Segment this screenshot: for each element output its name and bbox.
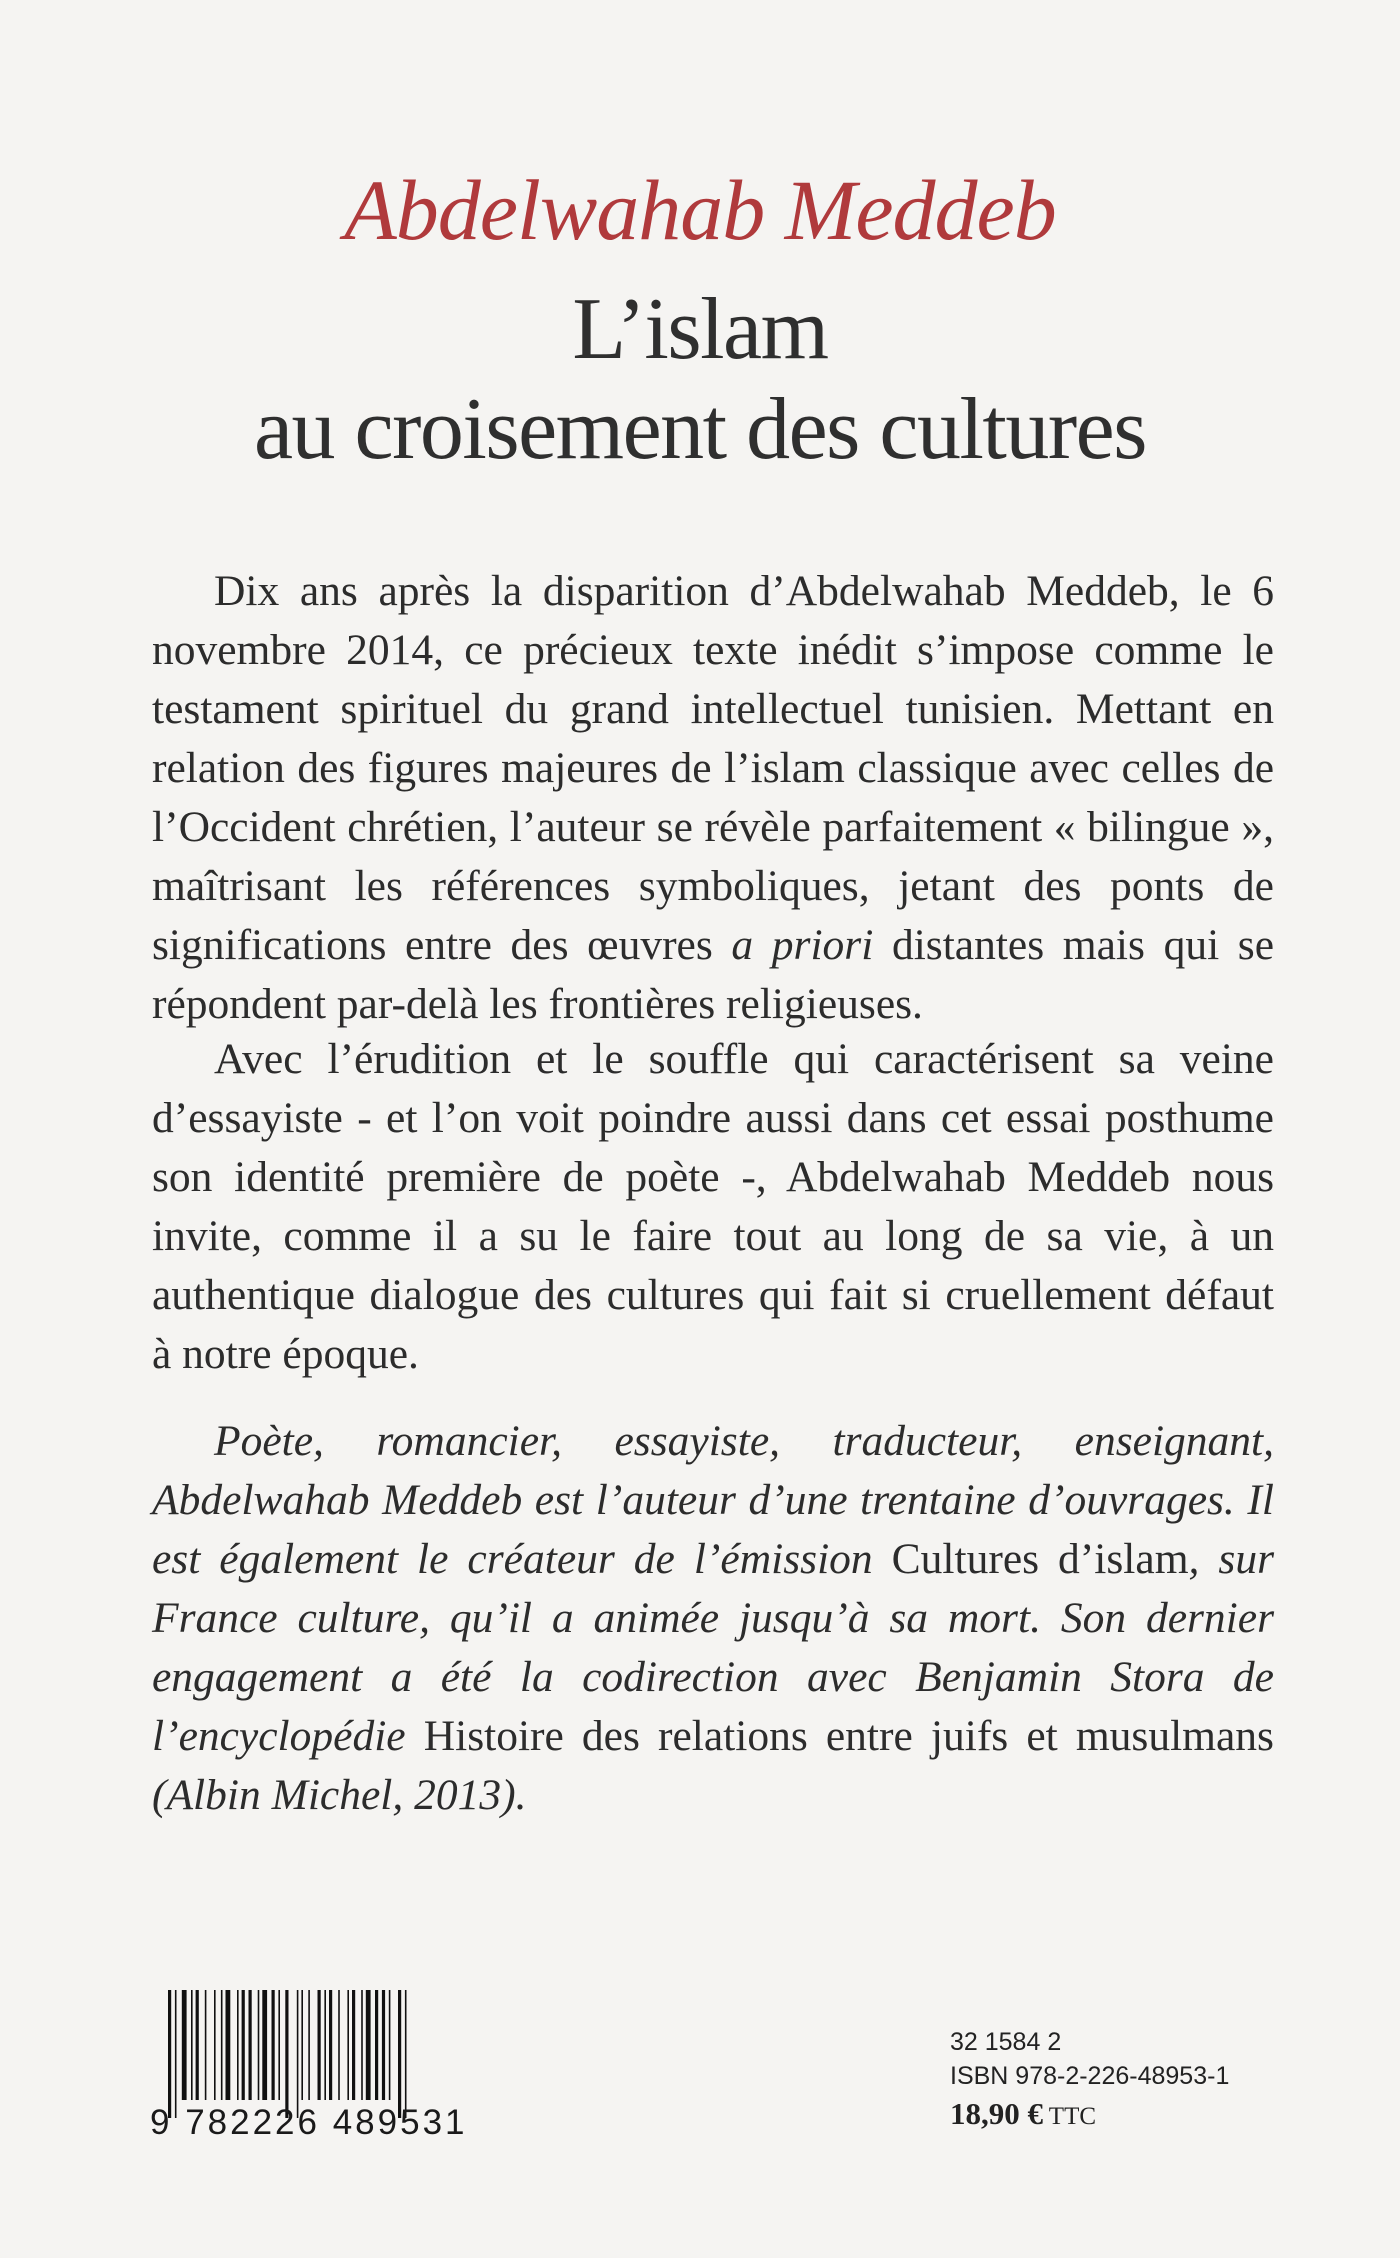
author-name: Abdelwahab Meddeb [344,162,1056,258]
price-suffix: TTC [1043,2103,1097,2130]
book-title-line-2: au croisement des cultures [253,381,1146,478]
product-info [950,2025,1250,2134]
blurb-paragraph-1-end: distantes mais qui se répondent par-delà les frontières religieuses. [152,921,1275,1028]
book-title-line-1: L’islam [572,281,828,378]
blurb-paragraph-2-text: Avec l’érudition et le souffle qui caractérisent sa veine d’essayiste - et l’on voit poindre aussi dans cet essai posthume son identité première de poète -, Abdelwahab Meddeb nous invite, comme il a su le faire tout au long de sa vie, à un authentique dialogue des cultures qui fait si cruellement défaut à notre époque. [152,1035,1274,1378]
blurb-italic-phrase: a priori [731,921,874,969]
product-code: 32 1584 2 [950,2028,1062,2056]
barcode-digits: 9 782226 489531 [150,2103,468,2142]
blurb-paragraph-2 [152,1030,1274,1384]
bio-part-2: , sur France culture, qu’il a animée jusqu’à sa mort. Son dernier engagement a été la codirection avec Benjamin Stora de l’encyclopédie [152,1535,1275,1760]
bio-part-1: Poète, romancier, essayiste, traducteur, enseignant, Abdelwahab Meddeb est l’auteur d’une trentaine d’ouvrages. Il est également le créateur de l’émission [152,1417,1274,1583]
bio-show-title: Cultures d’islam [891,1535,1189,1583]
price-amount: 18,90 € [950,2096,1043,2131]
bio-part-3: (Albin Michel, 2013). [152,1771,527,1819]
price [950,2097,1250,2134]
isbn-number: ISBN 978-2-226-48953-1 [950,2062,1230,2090]
blurb-paragraph-1-text: Dix ans après la disparition d’Abdelwahab Meddeb, le 6 novembre 2014, ce précieux texte inédit s’impose comme le testament spirituel du grand intellectuel tunisien. Mettant en relation des figures majeures de l’islam classique avec celles de l’Occident chrétien, l’auteur se révèle parfaitement « bilingue », maîtrisant les références symboliques, jetant des ponts de significations entre des œuvres [152,567,1274,969]
book-title [0,280,1400,480]
bio-book-title: Histoire des relations entre juifs et musulmans [423,1712,1274,1760]
blurb-paragraph-1 [152,562,1274,1034]
author-bio [152,1412,1274,1825]
